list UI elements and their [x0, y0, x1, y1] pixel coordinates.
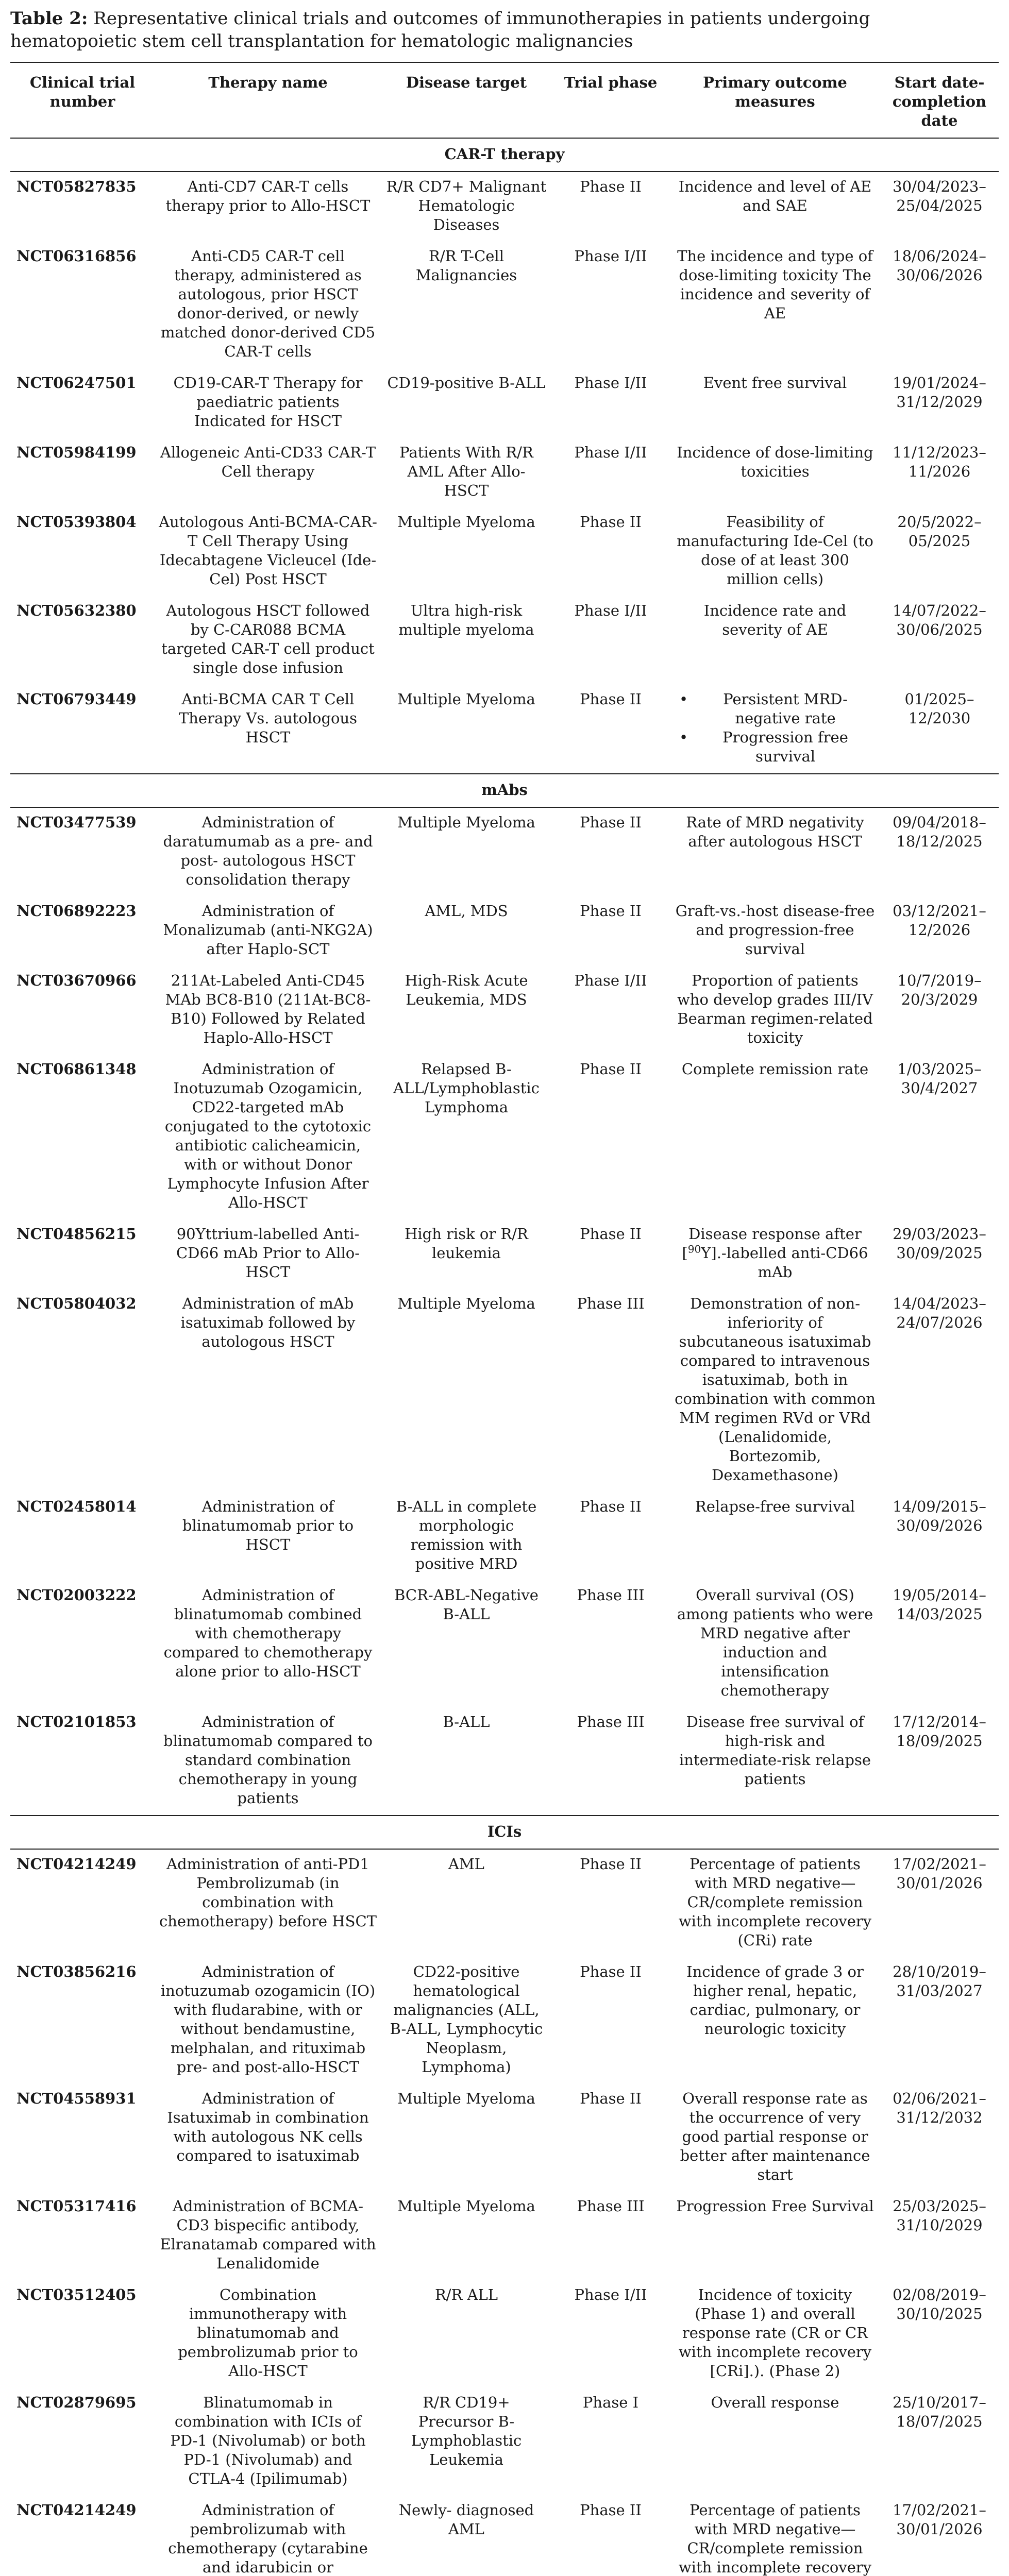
primary-outcome-cell: Graft-vs.-host disease-free and progression-free survival	[675, 902, 875, 958]
section-title-mabs: mAbs	[10, 774, 999, 807]
dates-cell: 17/12/2014–18/09/2025	[893, 1713, 986, 1750]
trial-phase-cell: Phase II	[580, 1498, 642, 1515]
trial-phase-cell: Phase I/II	[574, 602, 647, 619]
table-row	[10, 2084, 999, 2192]
primary-outcome-cell	[670, 1219, 880, 1289]
therapy-name-cell: Autologous HSCT followed by C-CAR088 BCMA targeted CAR-T cell product single dose infusion	[161, 602, 375, 676]
primary-outcome-cell: Event free survival	[703, 374, 847, 392]
dates-cell: 28/10/2019–31/03/2027	[893, 1963, 986, 1999]
trial-phase-cell: Phase II	[580, 178, 642, 195]
primary-outcome-cell: Percentage of patients with MRD negative—CR/complete remission with incomplete recovery	[670, 2496, 880, 2576]
trial-number-cell: NCT04214249	[16, 1855, 137, 1873]
disease-target-cell: R/R ALL	[434, 2286, 498, 2303]
dates-cell: 14/09/2015–30/09/2026	[893, 1498, 986, 1534]
dates-cell: 20/5/2022–05/2025	[897, 513, 982, 550]
therapy-name-cell: Administration of blinatumomab compared to standard combination chemotherapy in young patients	[163, 1713, 373, 1807]
trial-number-cell: NCT05984199	[16, 444, 137, 461]
therapy-name-cell: Allogeneic Anti-CD33 CAR-T Cell therapy	[160, 444, 376, 480]
dates-cell: 10/7/2019–20/3/2029	[897, 972, 982, 1008]
primary-outcome-cell: Relapse-free survival	[695, 1498, 855, 1515]
therapy-name-cell: Administration of Monalizumab (anti-NKG2A) after Haplo-SCT	[163, 902, 373, 958]
therapy-name-cell: 90Yttrium-labelled Anti-CD66 mAb Prior to Allo-HSCT	[176, 1225, 360, 1281]
trial-phase-cell: Phase III	[577, 2197, 645, 2215]
disease-target-cell: R/R CD19+ Precursor B-Lymphoblastic Leukemia	[411, 2394, 522, 2468]
disease-target-cell: Ultra high-risk multiple myeloma	[398, 602, 534, 638]
therapy-name-cell: Administration of blinatumomab combined with chemotherapy compared to chemotherapy alone prior to allo-HSCT	[163, 1586, 373, 1680]
header-dates: Start date-completion date	[880, 62, 999, 138]
trial-phase-cell: Phase I/II	[574, 444, 647, 461]
table-row	[10, 1219, 999, 1289]
trial-number-cell: NCT03670966	[16, 972, 137, 989]
trial-number-cell: NCT03856216	[16, 1963, 137, 1980]
table-caption-label: Table 2:	[10, 8, 88, 29]
trial-phase-cell: Phase II	[580, 513, 642, 531]
therapy-name-cell: Autologous Anti-BCMA-CAR-T Cell Therapy Using Idecabtagene Vicleucel (Ide-Cel) Post HSCT	[159, 513, 377, 588]
trial-number-cell: NCT03512405	[16, 2286, 137, 2303]
therapy-name-cell: CD19-CAR-T Therapy for paediatric patients Indicated for HSCT	[173, 374, 363, 430]
disease-target-cell: Newly- diagnosed AML	[381, 2496, 551, 2576]
dates-cell: 19/01/2024–31/12/2029	[893, 374, 986, 411]
trial-phase-cell: Phase I/II	[574, 247, 647, 265]
dates-cell: 09/04/2018–18/12/2025	[893, 814, 986, 850]
disease-target-cell: B-ALL	[443, 1713, 490, 1731]
section-row-icis	[10, 1816, 999, 1849]
trial-number-cell: NCT06247501	[16, 374, 137, 392]
disease-target-cell: Multiple Myeloma	[397, 1295, 535, 1312]
primary-outcome-cell: Incidence of grade 3 or higher renal, hepatic, cardiac, pulmonary, or neurologic toxicity	[686, 1963, 864, 2038]
trial-number-cell: NCT05317416	[16, 2197, 137, 2215]
therapy-name-cell: 211At-Labeled Anti-CD45 MAb BC8-B10 (211At-BC8-B10) Followed by Related Haplo-Allo-HSCT	[165, 972, 371, 1046]
dates-cell: 01/2025–12/2030	[904, 690, 974, 727]
therapy-name-cell: Administration of daratumumab as a pre- and post- autologous HSCT consolidation therapy	[163, 814, 373, 888]
table-row	[10, 1055, 999, 1219]
disease-target-cell: R/R CD7+ Malignant Hematologic Diseases	[386, 178, 547, 233]
therapy-name-cell: Anti-BCMA CAR T Cell Therapy Vs. autologous HSCT	[178, 690, 358, 746]
dates-cell: 25/03/2025–31/10/2029	[893, 2197, 986, 2234]
therapy-name-cell: Administration of inotuzumab ozogamicin (IO) with fludarabine, with or without bendamustine, melphalan, and rituximab pre- and post-allo-HSCT	[160, 1963, 376, 2076]
disease-target-cell: B-ALL in complete morphologic remission with positive MRD	[396, 1498, 537, 1572]
dates-cell: 14/07/2022–30/06/2025	[893, 602, 986, 638]
trial-phase-cell: Phase II	[580, 2090, 642, 2107]
trial-phase-cell: Phase I	[582, 2394, 639, 2411]
trial-phase-cell: Phase II	[580, 814, 642, 831]
header-therapy-name: Therapy name	[155, 62, 381, 138]
primary-outcome-cell: Feasibility of manufacturing Ide-Cel (to dose of at least 300 million cells)	[677, 513, 873, 588]
disease-target-cell: Multiple Myeloma	[397, 690, 535, 708]
disease-target-cell: Relapsed B-ALL/Lymphoblastic Lymphoma	[393, 1060, 540, 1116]
bullet-icon: •	[679, 690, 688, 708]
trial-number-cell: NCT03477539	[16, 814, 137, 831]
section-row-cart	[10, 138, 999, 172]
trial-number-cell: NCT05632380	[16, 602, 137, 619]
trial-number-cell: NCT05804032	[16, 1295, 137, 1312]
trial-phase-cell: Phase II	[580, 1060, 642, 1078]
therapy-name-cell: Administration of Inotuzumab Ozogamicin, CD22-targeted mAb conjugated to the cytotoxic antibiotic calicheamicin, with or without Donor Lymphocyte Infusion After Allo-HSCT	[164, 1060, 372, 1211]
table-row	[10, 368, 999, 438]
table-row	[10, 2388, 999, 2496]
table-row	[10, 507, 999, 596]
trial-phase-cell: Phase III	[577, 1713, 645, 1731]
dates-cell: 19/05/2014–14/03/2025	[893, 1586, 986, 1623]
trial-number-cell: NCT04558931	[16, 2090, 137, 2107]
section-row-mabs	[10, 774, 999, 807]
trial-number-cell: NCT02003222	[16, 1586, 137, 1604]
dates-cell: 25/10/2017–18/07/2025	[893, 2394, 986, 2430]
table-row	[10, 1707, 999, 1816]
trial-number-cell: NCT05393804	[16, 513, 137, 531]
outcome-bullet-item	[674, 728, 876, 766]
section-title-cart: CAR-T therapy	[10, 138, 999, 172]
therapy-name-cell: Administration of BCMA-CD3 bispecific antibody, Elranatamab compared with Lenalidomide	[160, 2197, 376, 2272]
primary-outcome-cell: Overall response rate as the occurrence of very good partial response or better after maintenance start	[680, 2090, 870, 2183]
disease-target-cell: Multiple Myeloma	[397, 814, 535, 831]
trials-table	[10, 62, 999, 2576]
table-row	[10, 896, 999, 966]
table-row	[10, 172, 999, 242]
table-row	[10, 1492, 999, 1581]
trial-number-cell: NCT06316856	[16, 247, 137, 265]
table-row	[10, 596, 999, 685]
outcome-bullet-item	[674, 690, 876, 728]
table-row	[10, 242, 999, 368]
dates-cell: 02/06/2021–31/12/2032	[893, 2090, 986, 2126]
dates-cell: 1/03/2025–30/4/2027	[897, 1060, 982, 1097]
primary-outcome-cell: Demonstration of non-inferiority of subcutaneous isatuximab compared to intravenous isatuximab, both in combination with common MM regimen RVd or VRd (Lenalidomide, Bortezomib, Dexamethasone)	[675, 1295, 876, 1484]
outcome-bullet-text: Progression free survival	[722, 728, 848, 765]
table-body	[10, 138, 999, 2576]
trial-phase-cell: Phase II	[580, 1855, 642, 1873]
dates-cell: 17/02/2021–30/01/2026	[880, 2496, 999, 2576]
therapy-name-cell: Administration of Isatuximab in combination with autologous NK cells compared to isatuximab	[167, 2090, 369, 2164]
header-trial-number: Clinical trial number	[10, 62, 155, 138]
dates-cell: 18/06/2024–30/06/2026	[893, 247, 986, 284]
therapy-name-cell: Anti-CD7 CAR-T cells therapy prior to Allo-HSCT	[165, 178, 371, 214]
disease-target-cell: Multiple Myeloma	[397, 2197, 535, 2215]
outcome-superscript: 90	[687, 1243, 701, 1256]
dates-cell: 02/08/2019–30/10/2025	[893, 2286, 986, 2323]
primary-outcome-cell: Incidence and level of AE and SAE	[678, 178, 872, 214]
dates-cell: 29/03/2023–30/09/2025	[893, 1225, 986, 1262]
trial-phase-cell: Phase III	[577, 1586, 645, 1604]
table-row	[10, 1849, 999, 1957]
therapy-name-cell: Administration of mAb isatuximab followed by autologous HSCT	[180, 1295, 356, 1350]
trial-number-cell: NCT02458014	[16, 1498, 137, 1515]
disease-target-cell: AML	[448, 1855, 484, 1873]
outcome-text-prefix: Disease response after [	[682, 1225, 862, 1262]
primary-outcome-cell	[670, 685, 880, 774]
trial-number-cell: NCT02101853	[16, 1713, 137, 1731]
table-row	[10, 1581, 999, 1707]
table-row	[10, 2280, 999, 2388]
outcome-bullet-list	[674, 690, 876, 766]
primary-outcome-cell: Rate of MRD negativity after autologous HSCT	[686, 814, 864, 850]
primary-outcome-cell: Percentage of patients with MRD negative—CR/complete remission with incomplete recovery (CRi) rate	[678, 1855, 872, 1949]
header-trial-phase: Trial phase	[551, 62, 670, 138]
disease-target-cell: High risk or R/R leukemia	[405, 1225, 528, 1262]
dates-cell: 03/12/2021–12/2026	[893, 902, 986, 939]
table-row	[10, 1289, 999, 1492]
disease-target-cell: Multiple Myeloma	[397, 513, 535, 531]
trial-number-cell: NCT05827835	[16, 178, 137, 195]
header-primary-outcome: Primary outcome measures	[670, 62, 880, 138]
table-row	[10, 2496, 999, 2576]
therapy-name-cell: Administration of pembrolizumab with chemotherapy (cytarabine and idarubicin or	[155, 2496, 381, 2576]
disease-target-cell: CD19-positive B-ALL	[387, 374, 546, 392]
disease-target-cell: Multiple Myeloma	[397, 2090, 535, 2107]
disease-target-cell: BCR-ABL-Negative B-ALL	[394, 1586, 539, 1623]
section-title-icis: ICIs	[10, 1816, 999, 1849]
primary-outcome-cell: Incidence rate and severity of AE	[703, 602, 847, 638]
outcome-text-suffix: Y].-labelled anti-CD66 mAb	[701, 1244, 868, 1281]
disease-target-cell: CD22-positive hematological malignancies (ALL, B-ALL, Lymphocytic Neoplasm, Lymphoma)	[390, 1963, 543, 2076]
trial-phase-cell: Phase II	[580, 1225, 642, 1243]
table-row	[10, 438, 999, 507]
table-header-row	[10, 62, 999, 138]
trial-phase-cell: Phase II	[580, 902, 642, 920]
trial-number-cell: NCT04856215	[16, 1225, 137, 1243]
bullet-icon: •	[679, 728, 688, 746]
outcome-bullet-text: Persistent MRD-negative rate	[723, 690, 848, 727]
table-row	[10, 807, 999, 896]
trial-phase-cell: Phase II	[580, 690, 642, 708]
header-disease-target: Disease target	[381, 62, 551, 138]
dates-cell: 30/04/2023–25/04/2025	[893, 178, 986, 214]
trial-phase-cell: Phase I/II	[574, 2286, 647, 2303]
primary-outcome-cell: Incidence of toxicity (Phase 1) and overall response rate (CR or CR with incomplete recovery [CRi].). (Phase 2)	[678, 2286, 872, 2380]
therapy-name-cell: Administration of blinatumomab prior to HSCT	[182, 1498, 354, 1553]
trial-phase-cell: Phase II	[580, 1963, 642, 1980]
therapy-name-cell: Combination immunotherapy with blinatumomab and pembrolizumab prior to Allo-HSCT	[178, 2286, 358, 2380]
primary-outcome-cell: Overall response	[711, 2394, 839, 2411]
table-row	[10, 966, 999, 1055]
primary-outcome-cell: Progression Free Survival	[676, 2197, 874, 2215]
table-caption	[10, 7, 999, 53]
primary-outcome-cell: Complete remission rate	[681, 1060, 869, 1078]
trial-phase-cell: Phase II	[551, 2496, 670, 2576]
trial-number-cell: NCT02879695	[16, 2394, 137, 2411]
trial-phase-cell: Phase I/II	[574, 374, 647, 392]
disease-target-cell: R/R T-Cell Malignancies	[415, 247, 517, 284]
primary-outcome-cell: Proportion of patients who develop grades III/IV Bearman regimen-related toxicity	[677, 972, 873, 1046]
primary-outcome-cell: Disease free survival of high-risk and intermediate-risk relapse patients	[679, 1713, 871, 1788]
therapy-name-cell: Administration of anti-PD1 Pembrolizumab (in combination with chemotherapy) before HSCT	[159, 1855, 377, 1930]
therapy-name-cell: Blinatumomab in combination with ICIs of PD-1 (Nivolumab) or both PD-1 (Nivolumab) and CTLA-4 (Ipilimumab)	[170, 2394, 366, 2487]
trial-number-cell: NCT06793449	[16, 690, 137, 708]
dates-cell: 14/04/2023–24/07/2026	[893, 1295, 986, 1331]
trial-phase-cell: Phase III	[577, 1295, 645, 1312]
therapy-name-cell: Anti-CD5 CAR-T cell therapy, administered as autologous, prior HSCT donor-derived, or newly matched donor-derived CD5 CAR-T cells	[160, 247, 376, 360]
trial-number-cell: NCT06861348	[16, 1060, 137, 1078]
disease-target-cell: AML, MDS	[425, 902, 508, 920]
table-row	[10, 2192, 999, 2280]
primary-outcome-cell: Incidence of dose-limiting toxicities	[677, 444, 873, 480]
table-row	[10, 685, 999, 774]
trial-phase-cell: Phase I/II	[574, 972, 647, 989]
disease-target-cell: Patients With R/R AML After Allo-HSCT	[399, 444, 533, 499]
disease-target-cell: High-Risk Acute Leukemia, MDS	[405, 972, 528, 1008]
dates-cell: 11/12/2023–11/2026	[893, 444, 986, 480]
primary-outcome-cell: The incidence and type of dose-limiting toxicity The incidence and severity of AE	[677, 247, 873, 322]
trial-number-cell: NCT06892223	[16, 902, 137, 920]
table-caption-text: Representative clinical trials and outcomes of immunotherapies in patients undergoing hematopoietic stem cell transplantation for hematologic malignancies	[10, 8, 870, 52]
table-row	[10, 1957, 999, 2084]
trial-number-cell: NCT04214249	[10, 2496, 155, 2576]
primary-outcome-cell: Overall survival (OS) among patients who were MRD negative after induction and intensification chemotherapy	[677, 1586, 873, 1699]
dates-cell: 17/02/2021–30/01/2026	[893, 1855, 986, 1892]
